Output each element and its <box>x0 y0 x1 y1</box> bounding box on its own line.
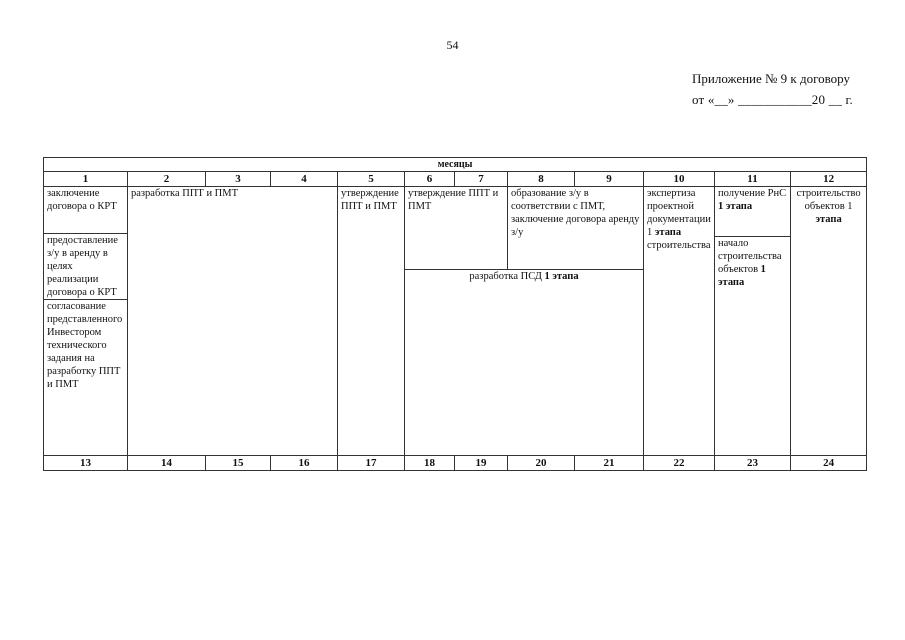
appendix-title: Приложение № 9 к договору <box>692 71 850 86</box>
task-ppt-approval-2: утверждение ППТ и ПМТ <box>405 187 508 270</box>
header-num-11: 11 <box>715 172 791 187</box>
footer-num-18: 18 <box>405 456 455 471</box>
months-label: месяцы <box>44 158 867 172</box>
header-num-2: 2 <box>128 172 206 187</box>
footer-numbers-row <box>44 456 867 471</box>
footer-num-19: 19 <box>455 456 508 471</box>
footer-num-14: 14 <box>128 456 206 471</box>
task-contract-krt: заключение договора о КРТ <box>44 187 128 234</box>
task-land-lease: предоставление з/у в аренду в целях реализации договора о КРТ <box>44 234 128 300</box>
task-ppt-approval: утверждение ППТ и ПМТ <box>338 187 405 456</box>
header-num-8: 8 <box>508 172 575 187</box>
appendix-header <box>692 68 853 110</box>
header-num-10: 10 <box>644 172 715 187</box>
task-expertise: экспертиза проектной документации 1 этапа строительства <box>644 187 715 456</box>
task-building-permit: получение РнС 1 этапа <box>715 187 791 237</box>
schedule-row <box>44 187 867 234</box>
footer-num-13: 13 <box>44 456 128 471</box>
task-ppt-development: разработка ППТ и ПМТ <box>128 187 338 456</box>
task-tech-spec-approval: согласование представленного Инвестором технического задания на разработку ППТ и ПМТ <box>44 300 128 456</box>
footer-num-20: 20 <box>508 456 575 471</box>
task-construction: строительство объектов 1 этапа <box>791 187 867 456</box>
header-num-9: 9 <box>575 172 644 187</box>
header-num-12: 12 <box>791 172 867 187</box>
months-header-row <box>44 158 867 172</box>
header-num-4: 4 <box>271 172 338 187</box>
contract-date-line: от «__» ___________20 __ г. <box>691 92 853 107</box>
schedule-table <box>43 157 867 471</box>
task-construction-start: начало строительства объектов 1 этапа <box>715 237 791 456</box>
header-num-1: 1 <box>44 172 128 187</box>
footer-num-21: 21 <box>575 456 644 471</box>
header-num-7: 7 <box>455 172 508 187</box>
footer-num-16: 16 <box>271 456 338 471</box>
footer-num-15: 15 <box>206 456 271 471</box>
task-psd-development: разработка ПСД 1 этапа <box>405 270 644 456</box>
footer-num-24: 24 <box>791 456 867 471</box>
header-numbers-row <box>44 172 867 187</box>
footer-num-23: 23 <box>715 456 791 471</box>
header-num-5: 5 <box>338 172 405 187</box>
task-land-formation: образование з/у в соответствии с ПМТ, заключение договора аренду з/у <box>508 187 644 270</box>
page-number: 54 <box>446 38 459 52</box>
header-num-3: 3 <box>206 172 271 187</box>
footer-num-22: 22 <box>644 456 715 471</box>
footer-num-17: 17 <box>338 456 405 471</box>
header-num-6: 6 <box>405 172 455 187</box>
